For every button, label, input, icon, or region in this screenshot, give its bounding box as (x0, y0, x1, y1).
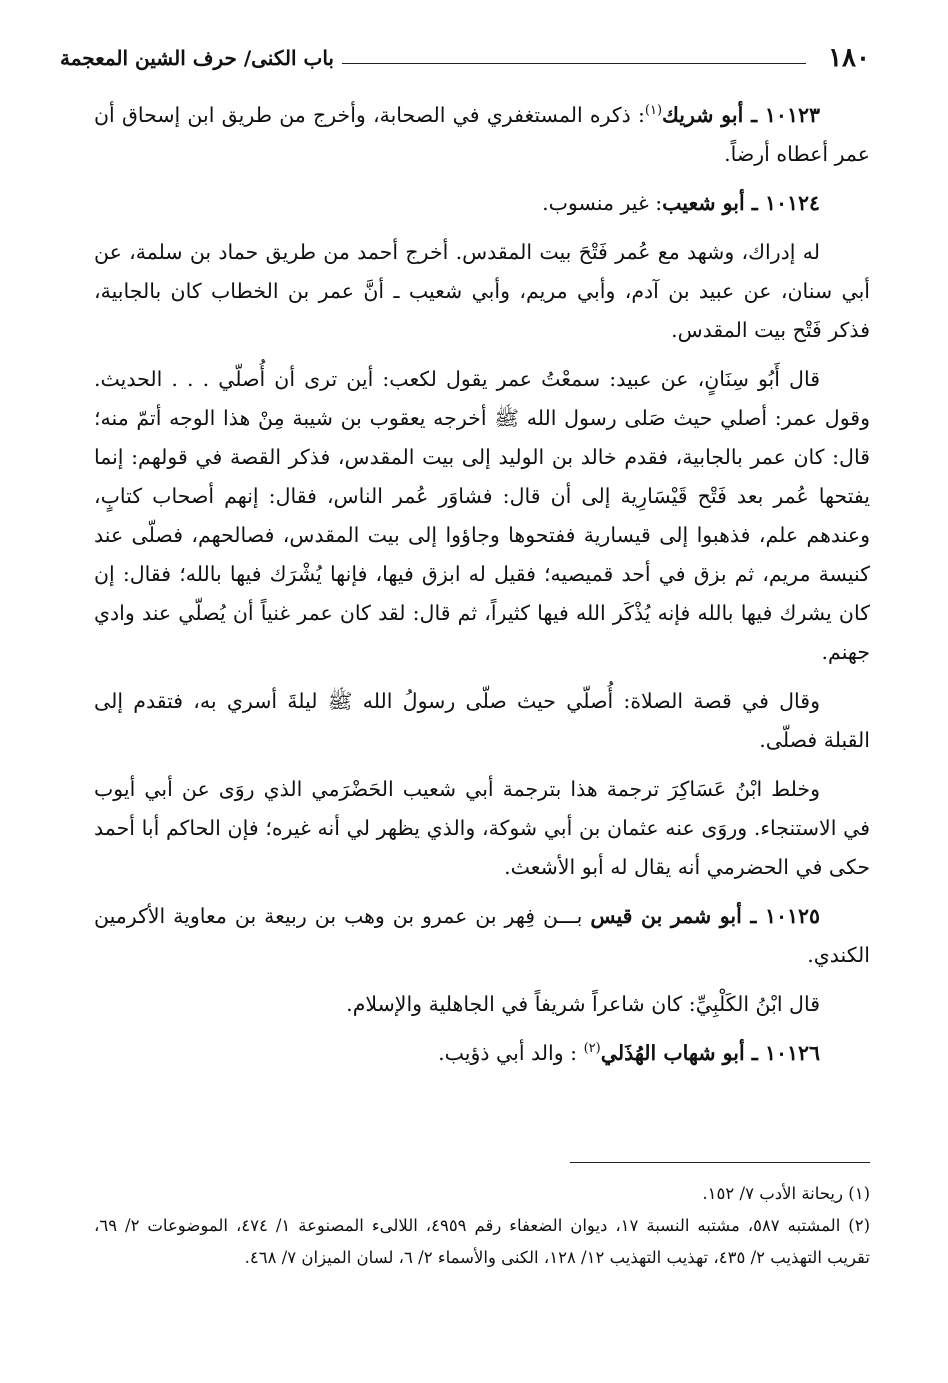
entry-10125 (94, 897, 870, 975)
running-head: باب الكنى/ حرف الشين المعجمة (60, 46, 334, 70)
footnote-ref: (٢) (583, 1041, 601, 1057)
entry-10124 (94, 184, 870, 223)
footnote: (٢) المشتبه ٥٨٧، مشتبه النسبة ١٧، ديوان الضعفاء رقم ٤٩٥٩، اللالىء المصنوعة ١/ ٤٧٤، الموضوعات ٢/ ٦٩، تقريب التهذيب ٢/ ٤٣٥، تهذيب التهذيب ١٢/ ١٢٨، الكنى والأسماء ٢/ ٦، لسان الميزان ٧/ ٤٦٨. (94, 1216, 870, 1267)
page-header (60, 38, 870, 78)
header-rule (342, 63, 806, 64)
entry-text: : غير منسوب. (542, 191, 663, 215)
footnote-rule (570, 1162, 870, 1163)
footnote-ref: (١) (644, 103, 663, 119)
paragraph: قال أَبُو سِنَانٍ، عن عبيد: سمعْتُ عمر يقول لكعب: أين ترى أن أُصلّي . . . الحديث. وقول عمر: أصلي حيث صَلى رسول الله ﷺ أخرجه يعقوب بن شيبة مِنْ هذا الوجه أتمّ منه؛ قال: كان عمر بالجابية، فقدم خالد بن الوليد إلى بيت المقدس، فذكر القصة في قولهم: إنما يفتحها عُمر بعد فَتْح قَيْسَارِية إلى أن قال: فشاوَر عُمر الناس، فقال: إنهم أصحاب كتابٍ، وعندهم علم، فذهبوا إلى قيسارية ففتحوها وجاؤوا إلى بيت المقدس، فصالحهم، فصلّى عند كنيسة مريم، ثم بزق في أحد قميصيه؛ فقيل له ابزق فيها، فإنها يُشْرَك فيها بالله؛ فقال: إن كان يشرك فيها بالله فإنه يُذْكَر الله فيها كثيراً، ثم قال: لقد كان عمر غنياً أن يُصلّي عند وادي جهنم. (94, 367, 870, 664)
entry-10126 (94, 1034, 870, 1073)
entry-heading: ١٠١٢٤ ـ أبو شعيب (662, 191, 820, 215)
entry-10123 (94, 96, 870, 174)
entry-heading: ١٠١٢٦ ـ أبو شهاب الهُذَلي (600, 1041, 820, 1065)
footnote: (١) ريحانة الأدب ٧/ ١٥٢. (702, 1184, 870, 1203)
paragraph: وقال في قصة الصلاة: أُصلّي حيث صلّى رسولُ الله ﷺ ليلةَ أسري به، فتقدم إلى القبلة فصلّى. (94, 689, 870, 752)
page-number: ١٨٠ (828, 43, 870, 73)
paragraph: قال ابْنُ الكَلْبِيِّ: كان شاعراً شريفاً في الجاهلية والإسلام. (346, 992, 820, 1016)
main-text (94, 96, 870, 1083)
entry-heading: ١٠١٢٥ ـ أبو شمر بن قيس (590, 904, 820, 928)
entry-text: : والد أبي ذؤيب. (438, 1041, 584, 1065)
paragraph: له إدراك، وشهد مع عُمر فَتْحَ بيت المقدس. أخرج أحمد من طريق حماد بن سلمة، عن أبي سنان، عن عبيد بن آدم، وأبي مريم، وأبي شعيب ـ أنَّ عمر بن الخطاب كان بالجابية، فذكر فَتْح بيت المقدس. (94, 240, 870, 342)
entry-text: بـــن فِهر بن عمرو بن وهب بن ربيعة بن معاوية الأكرمين الكندي. (94, 904, 870, 967)
footnotes (94, 1178, 870, 1274)
entry-heading: ١٠١٢٣ ـ أبو شريك (662, 103, 820, 127)
entry-text: : ذكره المستغفري في الصحابة، وأخرج من طريق ابن إسحاق أن عمر أعطاه أرضاً. (94, 103, 870, 166)
paragraph: وخلط ابْنُ عَسَاكِرَ ترجمة هذا بترجمة أبي شعيب الحَضْرَمي الذي روَى عن أبي أيوب في الاستنجاء. وروَى عنه عثمان بن أبي شوكة، والذي يظهر لي أنه غيره؛ فإن الحاكم أبا أحمد حكى في الحضرمي أنه يقال له أبو الأشعث. (94, 777, 870, 879)
